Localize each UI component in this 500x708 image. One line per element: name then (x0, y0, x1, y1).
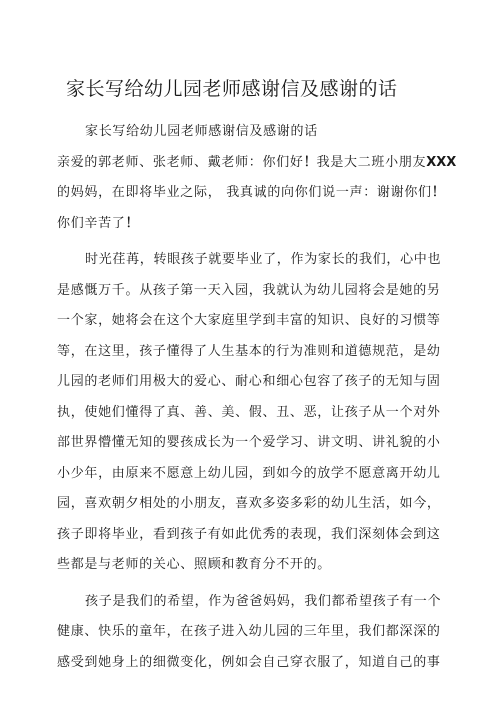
greeting-line-2 (57, 178, 445, 209)
greeting-text: 我是大二班小朋友 (316, 154, 427, 170)
paragraph-line: 儿园的老师们用极大的爱心、耐心和细心包容了孩子的无知与固 (57, 374, 441, 389)
paragraph-1 (57, 245, 442, 581)
paragraph-line: 部世界懵懂无知的婴孩成长为一个爱学习、讲文明、讲礼貌的小 (57, 435, 441, 450)
paragraph-line: 孩子是我们的希望，作为爸爸妈妈，我们都希望孩子有一个 (85, 593, 442, 609)
paragraph-line: 是感慨万千。从孩子第一天入园，我就认为幼儿园将会是她的另 (57, 282, 441, 298)
exclamation-mark: ！ (303, 154, 317, 170)
greeting-line-3 (57, 209, 442, 240)
paragraph-line: 一个家，她将会在这个大家庭里学到丰富的知识、良好的习惯等 (57, 313, 441, 328)
greeting-text: 的妈妈，在即将毕业之际， 我真诚的向你们说一声：谢谢你们 (57, 185, 432, 200)
exclamation-mark: ！ (431, 185, 445, 200)
paragraph-2 (57, 587, 442, 679)
paragraph-line: 健康、快乐的童年，在孩子进入幼儿园的三年里，我们都深深的 (57, 624, 441, 639)
paragraph-line: 园，喜欢朝夕相处的小朋友，喜欢多姿多彩的幼儿生活，如今， (57, 496, 441, 511)
paragraph-line: 些都是与老师的关心、照顾和教育分不开的。 (57, 557, 332, 572)
paragraph-line: 孩子即将毕业，看到孩子有如此优秀的表现，我们深刻体会到这 (57, 526, 441, 542)
greeting-text: 你们辛苦了 (57, 215, 126, 231)
paragraph-line: 时光荏苒，转眼孩子就要毕业了，作为家长的我们，心中也 (85, 252, 442, 267)
paragraph-line: 等，在这里，孩子懂得了人生基本的行为准则和道德规范，是幼 (57, 343, 441, 359)
child-name-placeholder: XXX (426, 154, 457, 170)
paragraph-line: 小少年，由原来不愿意上幼儿园，到如今的放学不愿意离开幼儿 (57, 465, 441, 481)
document-title: 家长写给幼儿园老师感谢信及感谢的话 (66, 78, 398, 100)
exclamation-mark: ！ (125, 215, 139, 231)
document-body (57, 117, 457, 678)
greeting-text: 亲爱的郭老师、张老师、戴老师：你们好 (57, 154, 304, 170)
greeting-line-1 (57, 148, 457, 179)
paragraph-line: 执，使她们懂得了真、善、美、假、丑、恶，让孩子从一个对外 (57, 404, 441, 420)
paragraph-line: 感受到她身上的细微变化，例如会自己穿衣服了，知道自己的事 (57, 654, 441, 670)
document-subtitle: 家长写给幼儿园老师感谢信及感谢的话 (85, 124, 318, 139)
